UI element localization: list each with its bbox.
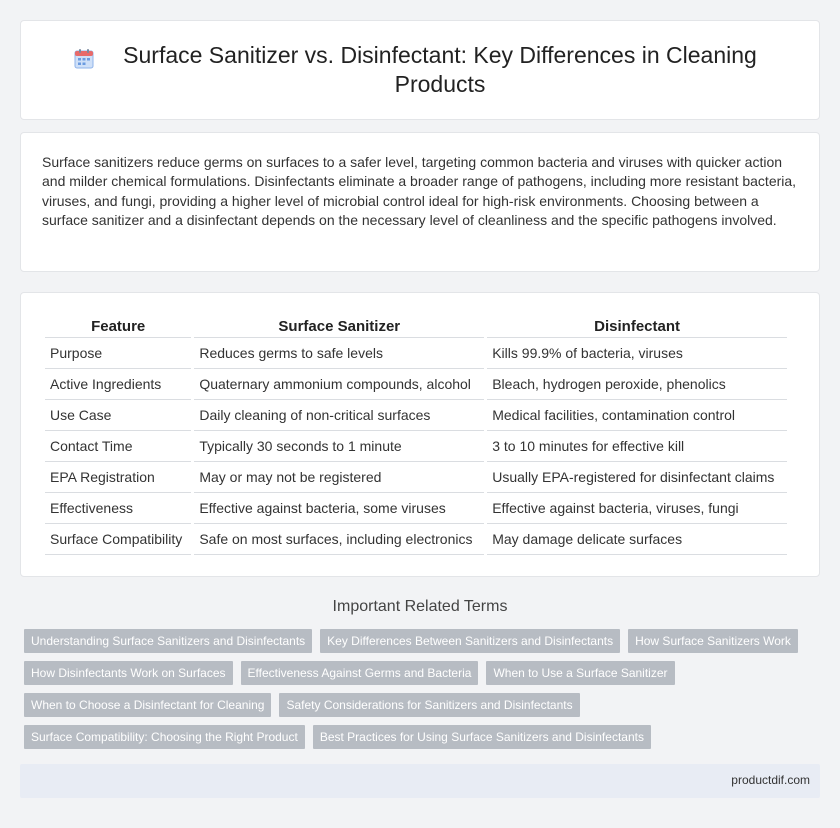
page-title: Surface Sanitizer vs. Disinfectant: Key Differences in Cleaning Products: [123, 42, 757, 97]
table-row: [45, 369, 787, 400]
table-cell: Medical facilities, contamination control: [487, 400, 787, 431]
table-row: [45, 493, 787, 524]
table-cell: Active Ingredients: [45, 369, 191, 400]
table-header-row: [45, 316, 787, 338]
table-cell: Usually EPA-registered for disinfectant claims: [487, 462, 787, 493]
table-cell: Typically 30 seconds to 1 minute: [194, 431, 484, 462]
header-card: [20, 20, 820, 120]
related-term-link[interactable]: When to Choose a Disinfectant for Cleaning: [24, 693, 271, 717]
table-cell: Kills 99.9% of bacteria, viruses: [487, 338, 787, 369]
related-term-link[interactable]: Understanding Surface Sanitizers and Disinfectants: [24, 629, 312, 653]
table-row: [45, 338, 787, 369]
comparison-table: [42, 316, 790, 555]
related-term-link[interactable]: Effectiveness Against Germs and Bacteria: [241, 661, 479, 685]
related-terms-heading: Important Related Terms: [332, 598, 508, 615]
table-cell: Effective against bacteria, some viruses: [194, 493, 484, 524]
column-header-disinfectant: Disinfectant: [487, 316, 787, 338]
comparison-table-card: [20, 292, 820, 577]
related-term-link[interactable]: When to Use a Surface Sanitizer: [486, 661, 674, 685]
table-row: [45, 462, 787, 493]
related-term-link[interactable]: Best Practices for Using Surface Sanitizers and Disinfectants: [313, 725, 651, 749]
table-cell: 3 to 10 minutes for effective kill: [487, 431, 787, 462]
table-cell: Use Case: [45, 400, 191, 431]
table-row: [45, 524, 787, 555]
related-terms-list: [24, 629, 824, 749]
related-term-link[interactable]: How Surface Sanitizers Work: [628, 629, 798, 653]
table-cell: Effectiveness: [45, 493, 191, 524]
table-cell: Purpose: [45, 338, 191, 369]
column-header-feature: Feature: [45, 316, 191, 338]
title-wrap: [21, 21, 819, 119]
related-term-link[interactable]: How Disinfectants Work on Surfaces: [24, 661, 233, 685]
table-cell: Quaternary ammonium compounds, alcohol: [194, 369, 484, 400]
table-cell: Daily cleaning of non-critical surfaces: [194, 400, 484, 431]
table-cell: May damage delicate surfaces: [487, 524, 787, 555]
column-header-surface-sanitizer: Surface Sanitizer: [194, 316, 484, 338]
table-cell: May or may not be registered: [194, 462, 484, 493]
footer: [20, 764, 820, 798]
intro-card: [20, 132, 820, 272]
table-row: [45, 431, 787, 462]
footer-site-link[interactable]: productdif.com: [731, 773, 810, 787]
table-cell: Effective against bacteria, viruses, fungi: [487, 493, 787, 524]
table-cell: Surface Compatibility: [45, 524, 191, 555]
related-term-link[interactable]: Safety Considerations for Sanitizers and Disinfectants: [279, 693, 579, 717]
table-cell: Safe on most surfaces, including electronics: [194, 524, 484, 555]
table-cell: Contact Time: [45, 431, 191, 462]
table-row: [45, 400, 787, 431]
intro-paragraph: Surface sanitizers reduce germs on surfaces to a safer level, targeting common bacteria and viruses with quicker action and milder chemical formulations. Disinfectants eliminate a broader range of pathogens, including more resistant bacteria, viruses, and fungi, providing a higher level of microbial control ideal for high-risk environments. Choosing between a surface sanitizer and a disinfectant depends on the necessary level of cleanliness and the specific pathogens involved.: [42, 154, 797, 229]
related-term-link[interactable]: Key Differences Between Sanitizers and Disinfectants: [320, 629, 620, 653]
table-cell: EPA Registration: [45, 462, 191, 493]
related-term-link[interactable]: Surface Compatibility: Choosing the Right Product: [24, 725, 305, 749]
table-cell: Reduces germs to safe levels: [194, 338, 484, 369]
table-cell: Bleach, hydrogen peroxide, phenolics: [487, 369, 787, 400]
